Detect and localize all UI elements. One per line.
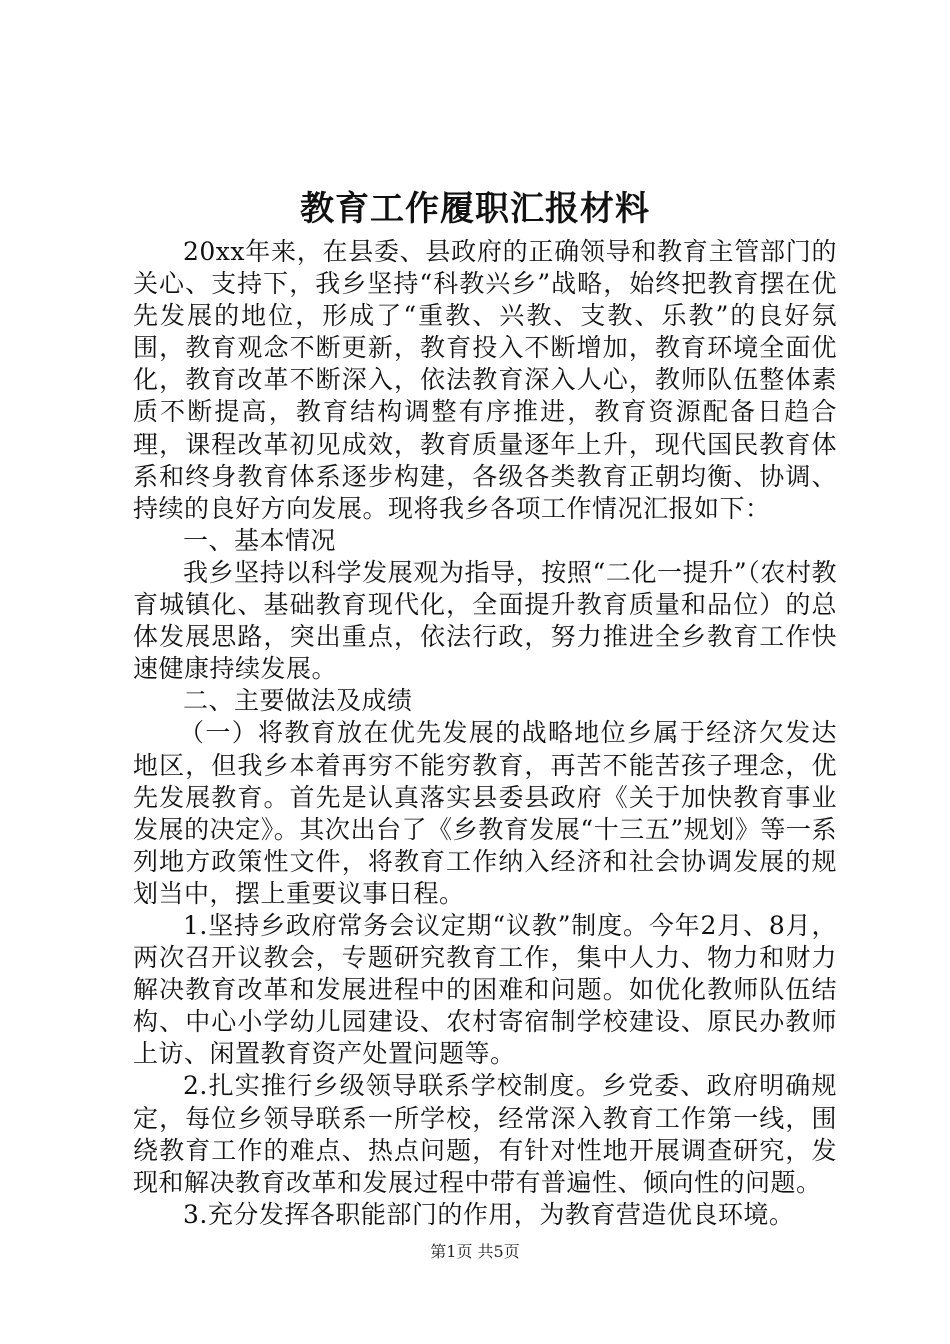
intro-paragraph: 20xx年来，在县委、县政府的正确领导和教育主管部门的关心、支持下，我乡坚持“科教兴乡”战略，始终把教育摆在优先发展的地位，形成了“重教、兴教、支教、乐教”的良好氛围，教育观念不断更新，教育投入不断增加，教育环境全面优化，教育改革不断深入，依法教育深入人心，教师队伍整体素质不断提高，教育结构调整有序推进，教育资源配备日趋合理，课程改革初见成效，教育质量逐年上升，现代国民教育体系和终身教育体系逐步构建，各级各类教育正朝均衡、协调、持续的良好方向发展。现将我乡各项工作情况汇报如下： xyxy=(133,237,837,523)
item-3-paragraph: 3.充分发挥各职能部门的作用，为教育营造优良环境。 xyxy=(183,1199,795,1229)
item-1-paragraph: 1.坚持乡政府常务会议定期“议教”制度。今年2月、8月，两次召开议教会，专题研究教育工作，集中人力、物力和财力解决教育改革和发展进程中的困难和问题。如优化教师队伍结构、中心小学幼儿园建设、农村寄宿制学校建设、原民办教师上访、闲置教育资产处置问题等。 xyxy=(133,910,837,1069)
priority-development-paragraph: （一）将教育放在优先发展的战略地位乡属于经济欠发达地区，但我乡本着再穷不能穷教育，再苦不能苦孩子理念，优先发展教育。首先是认真落实县委县政府《关于加快教育事业发展的决定》。其次出台了《乡教育发展“十三五”规划》等一系列地方政策性文件，将教育工作纳入经济和社会协调发展的规划当中，摆上重要议事日程。 xyxy=(133,718,837,908)
item-2-paragraph: 2.扎实推行乡级领导联系学校制度。乡党委、政府明确规定，每位乡领导联系一所学校，经常深入教育工作第一线，围绕教育工作的难点、热点问题，有针对性地开展调查研究，发现和解决教育改革和发展过程中带有普遍性、倾向性的问题。 xyxy=(133,1071,837,1197)
basic-situation-paragraph: 我乡坚持以科学发展观为指导，按照“二化一提升”（农村教育城镇化、基础教育现代化，全面提升教育质量和品位）的总体发展思路，突出重点，依法行政，努力推进全乡教育工作快速健康持续发展。 xyxy=(133,557,837,684)
document-body xyxy=(133,236,837,1231)
section-heading-main-practices: 二、主要做法及成绩 xyxy=(183,686,413,716)
page-number-footer: 第1页 共5页 xyxy=(430,1242,520,1261)
section-heading-basic-situation: 一、基本情况 xyxy=(183,525,337,555)
document-title: 教育工作履职汇报材料 xyxy=(300,189,650,229)
